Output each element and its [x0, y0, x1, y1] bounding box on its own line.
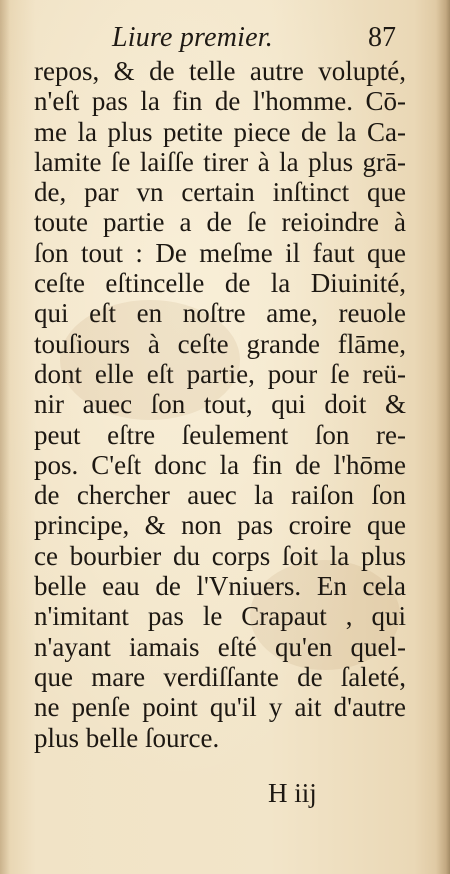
text-line: que mare verdiſſante de ſaleté, [34, 661, 406, 692]
text-line: touſiours à ceſte grande flāme, [34, 328, 406, 359]
text-line: n'imitant pas le Crapaut , qui [34, 601, 406, 632]
text-line: ce bourbier du corps ſoit la plus [34, 540, 406, 571]
text-line: me la plus petite piece de la Ca- [34, 116, 406, 147]
text-line: peut eſtre ſeulement ſon re- [34, 419, 406, 450]
text-line: qui eſt en noſtre ame, reuole [34, 298, 406, 329]
text-line: ne penſe point qu'il y ait d'autre [34, 692, 406, 723]
text-line: repos, & de telle autre volupté, [34, 56, 406, 86]
signature-mark: H iij [268, 778, 317, 808]
text-line: dont elle eſt partie, pour ſe reü- [34, 358, 406, 389]
text-line: ſon tout : De meſme il faut que [34, 237, 406, 268]
page-header [0, 16, 450, 56]
text-line: nir auec ſon tout, qui doit & [34, 389, 406, 420]
page-gutter-shadow [0, 0, 10, 874]
text-line: n'eſt pas la fin de l'homme. Cō- [34, 86, 406, 117]
text-line: pos. C'eſt donc la fin de l'hōme [34, 449, 406, 480]
text-line: toute partie a de ſe reioindre à [34, 207, 406, 238]
text-line: ceſte eſtincelle de la Diuinité, [34, 268, 406, 299]
running-title: Liure premier. [112, 22, 273, 53]
text-line: principe, & non pas croire que [34, 510, 406, 541]
text-line: belle eau de l'Vniuers. En cela [34, 571, 406, 602]
page-edge-shadow [436, 0, 450, 874]
text-line: plus belle ſource. [34, 722, 220, 753]
page-number: 87 [368, 22, 396, 53]
text-line: de, par vn certain inſtinct que [34, 177, 406, 208]
body-text [34, 56, 406, 753]
text-line: lamite ſe laiſſe tirer à la plus grā- [34, 146, 406, 177]
text-line: de chercher auec la raiſon ſon [34, 480, 406, 511]
text-line: n'ayant iamais eſté qu'en quel- [34, 631, 406, 662]
